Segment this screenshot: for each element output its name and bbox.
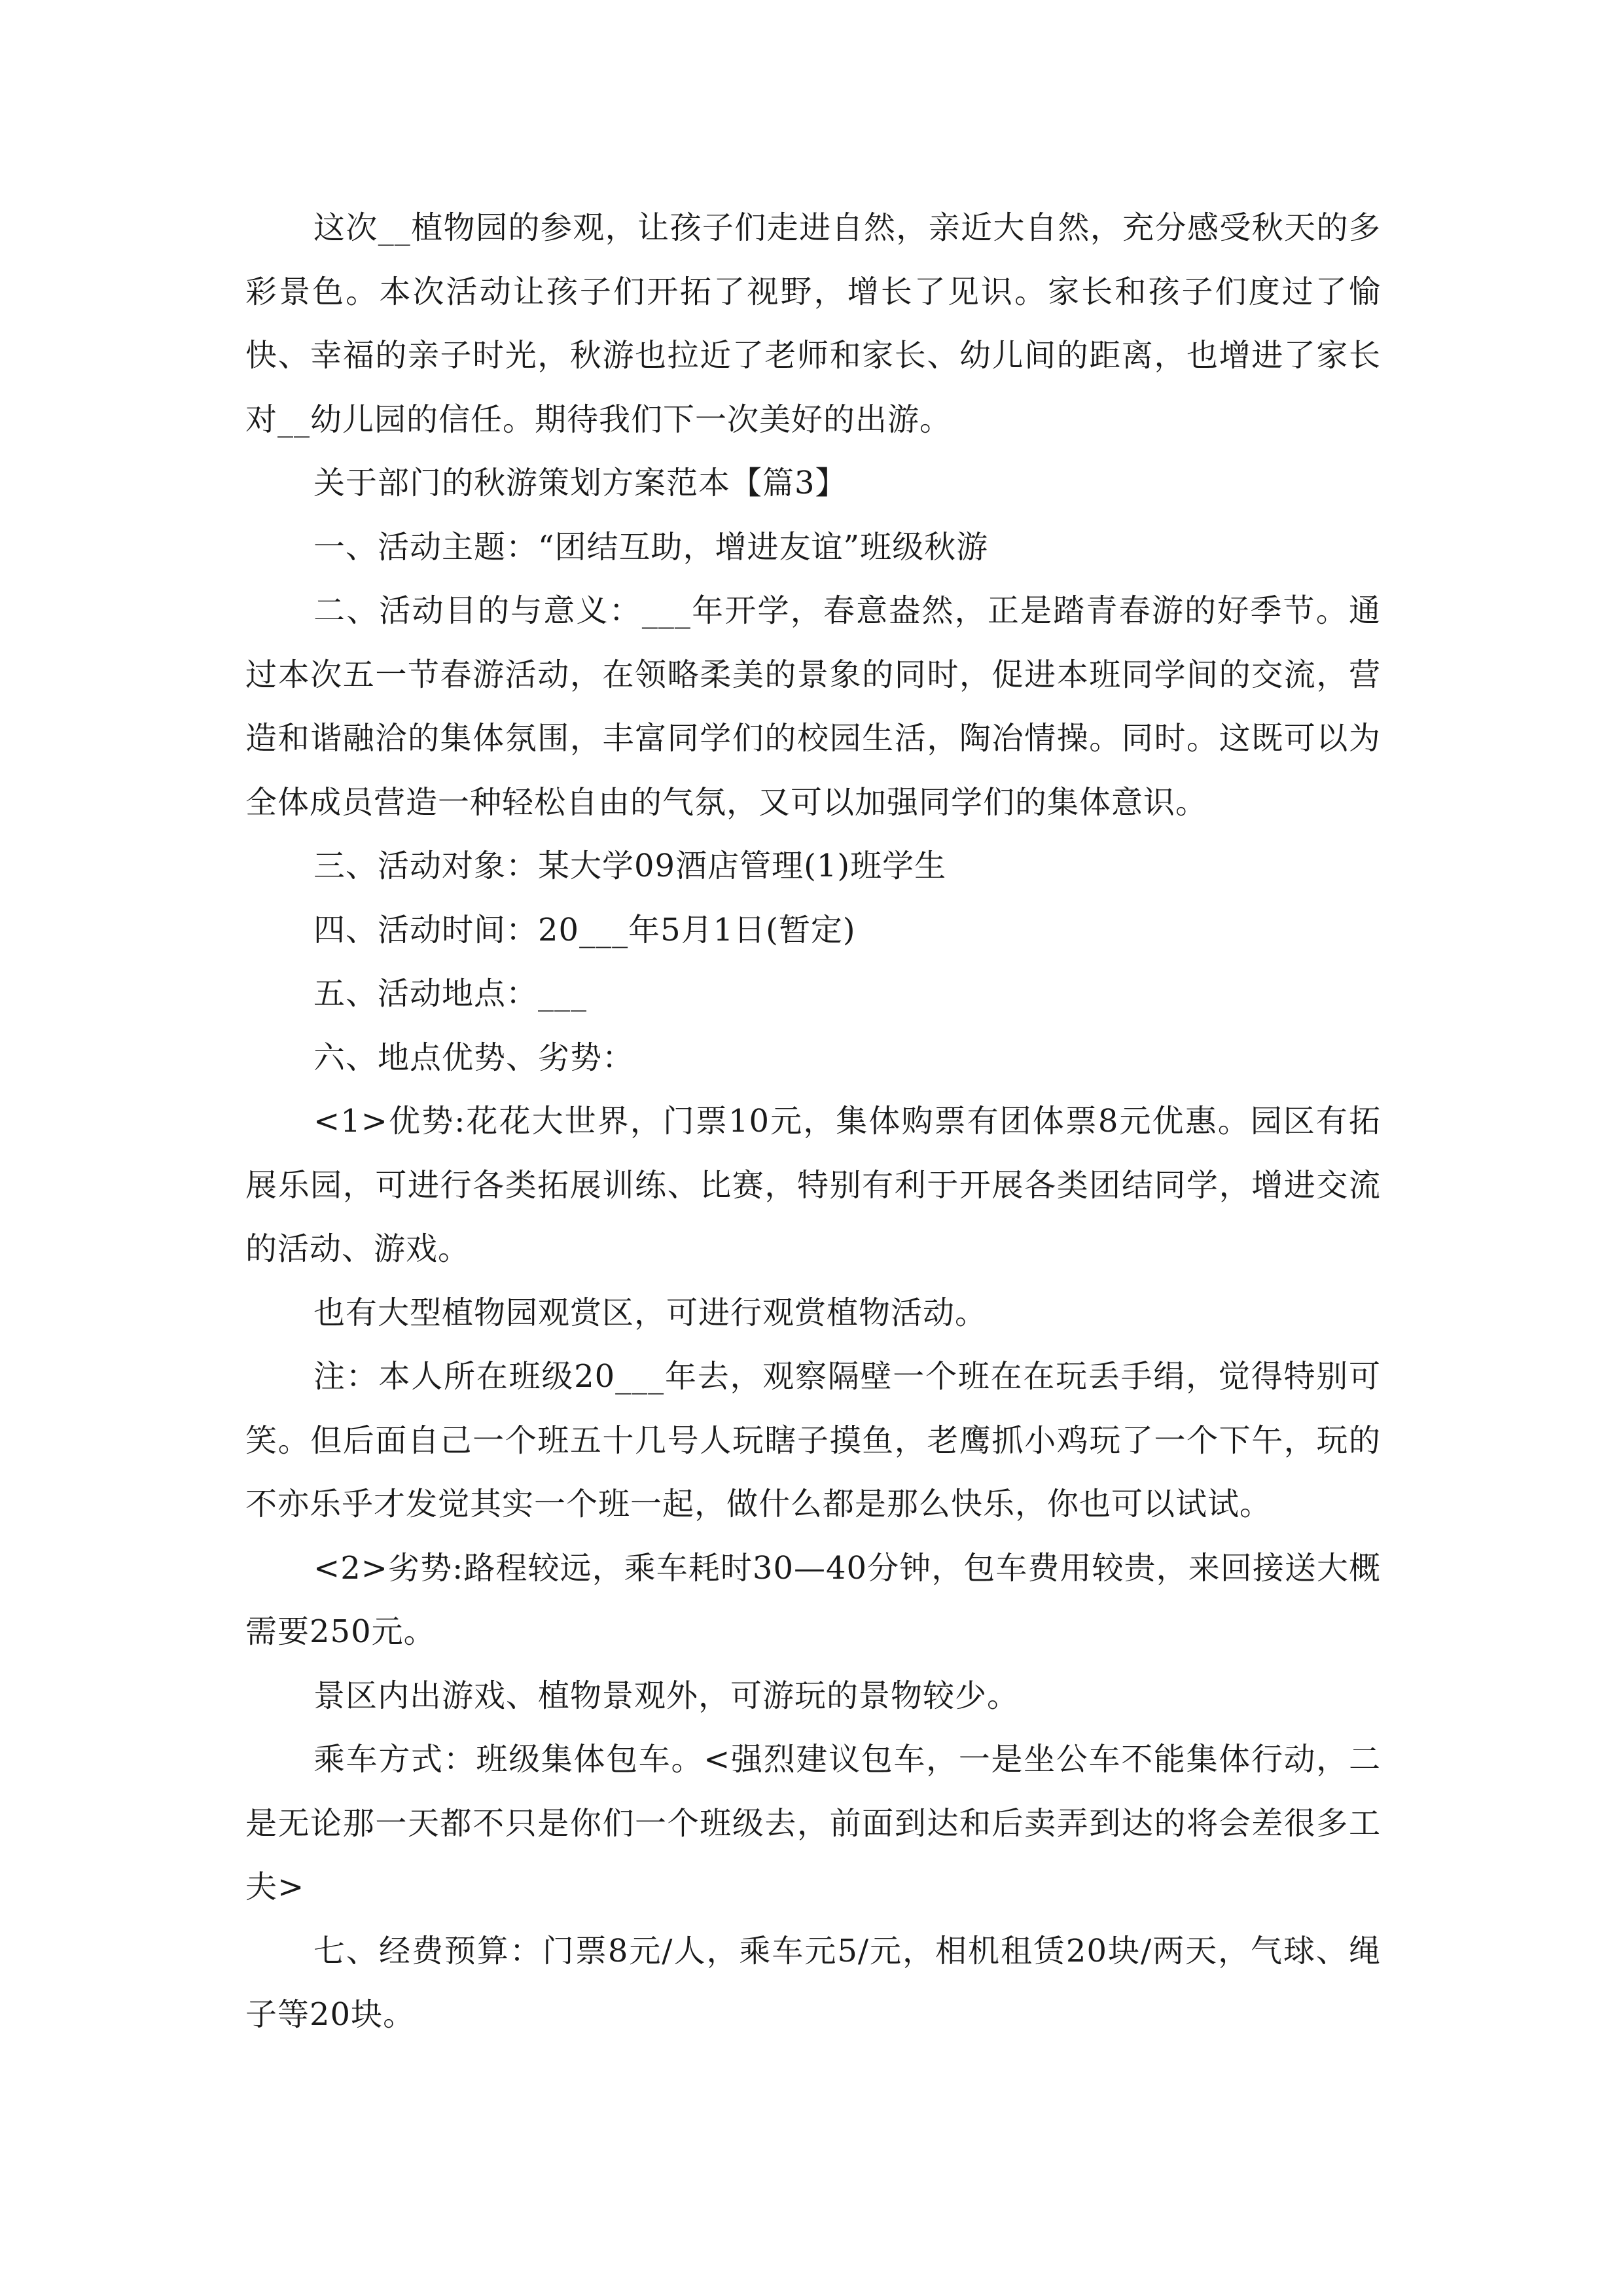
paragraph-purpose: 二、活动目的与意义：___年开学，春意盎然，正是踏青春游的好季节。通过本次五一节春游活动，在领略柔美的景象的同时，促进本班同学间的交流，营造和谐融洽的集体氛围，丰富同学们的校园生活，陶冶情操。同时。这既可以为全体成员营造一种轻松自由的气氛，又可以加强同学们的集体意识。 xyxy=(245,592,1381,821)
paragraph-theme: 一、活动主题：“团结互助，增进友谊”班级秋游 xyxy=(313,528,989,565)
paragraph-pros-cons-heading: 六、地点优势、劣势： xyxy=(313,1039,635,1076)
paragraph-budget: 七、经费预算：门票8元/人，乘车元5/元，相机租赁20块/两天，气球、绳子等20块。 xyxy=(245,1932,1381,2033)
document-body xyxy=(245,196,1381,2047)
paragraph-location: 五、活动地点：___ xyxy=(313,975,588,1012)
paragraph-note: 注：本人所在班级20___年去，观察隔壁一个班在在玩丢手绢，觉得特别可笑。但后面自己一个班五十几号人玩瞎子摸鱼，老鹰抓小鸡玩了一个下午，玩的不亦乐乎才发觉其实一个班一起，做什么都是那么快乐，你也可以试试。 xyxy=(245,1358,1381,1522)
paragraph-scenery: 景区内出游戏、植物景观外，可游玩的景物较少。 xyxy=(313,1677,1020,1714)
paragraph-disadvantages: <2>劣势:路程较远，乘车耗时30—40分钟，包车费用较贵，来回接送大概需要250元。 xyxy=(245,1549,1381,1650)
paragraph-transport: 乘车方式：班级集体包车。<强烈建议包车，一是坐公车不能集体行动，二是无论那一天都不只是你们一个班级去，前面到达和后卖弄到达的将会差很多工夫> xyxy=(245,1741,1381,1905)
paragraph-advantages: <1>优势:花花大世界，门票10元，集体购票有团体票8元优惠。园区有拓展乐园，可进行各类拓展训练、比赛，特别有利于开展各类团结同学，增进交流的活动、游戏。 xyxy=(245,1103,1381,1267)
paragraph-target: 三、活动对象：某大学09酒店管理(1)班学生 xyxy=(313,848,947,884)
paragraph-botanical-area: 也有大型植物园观赏区，可进行观赏植物活动。 xyxy=(313,1294,988,1331)
paragraph-summary: 这次__植物园的参观，让孩子们走进自然，亲近大自然，充分感受秋天的多彩景色。本次活动让孩子们开拓了视野，增长了见识。家长和孩子们度过了愉快、幸福的亲子时光，秋游也拉近了老师和家长、幼儿间的距离，也增进了家长对__幼儿园的信任。期待我们下一次美好的出游。 xyxy=(245,209,1381,438)
section-heading: 关于部门的秋游策划方案范本【篇3】 xyxy=(313,465,847,501)
paragraph-time: 四、活动时间：20___年5月1日(暂定) xyxy=(313,911,856,948)
